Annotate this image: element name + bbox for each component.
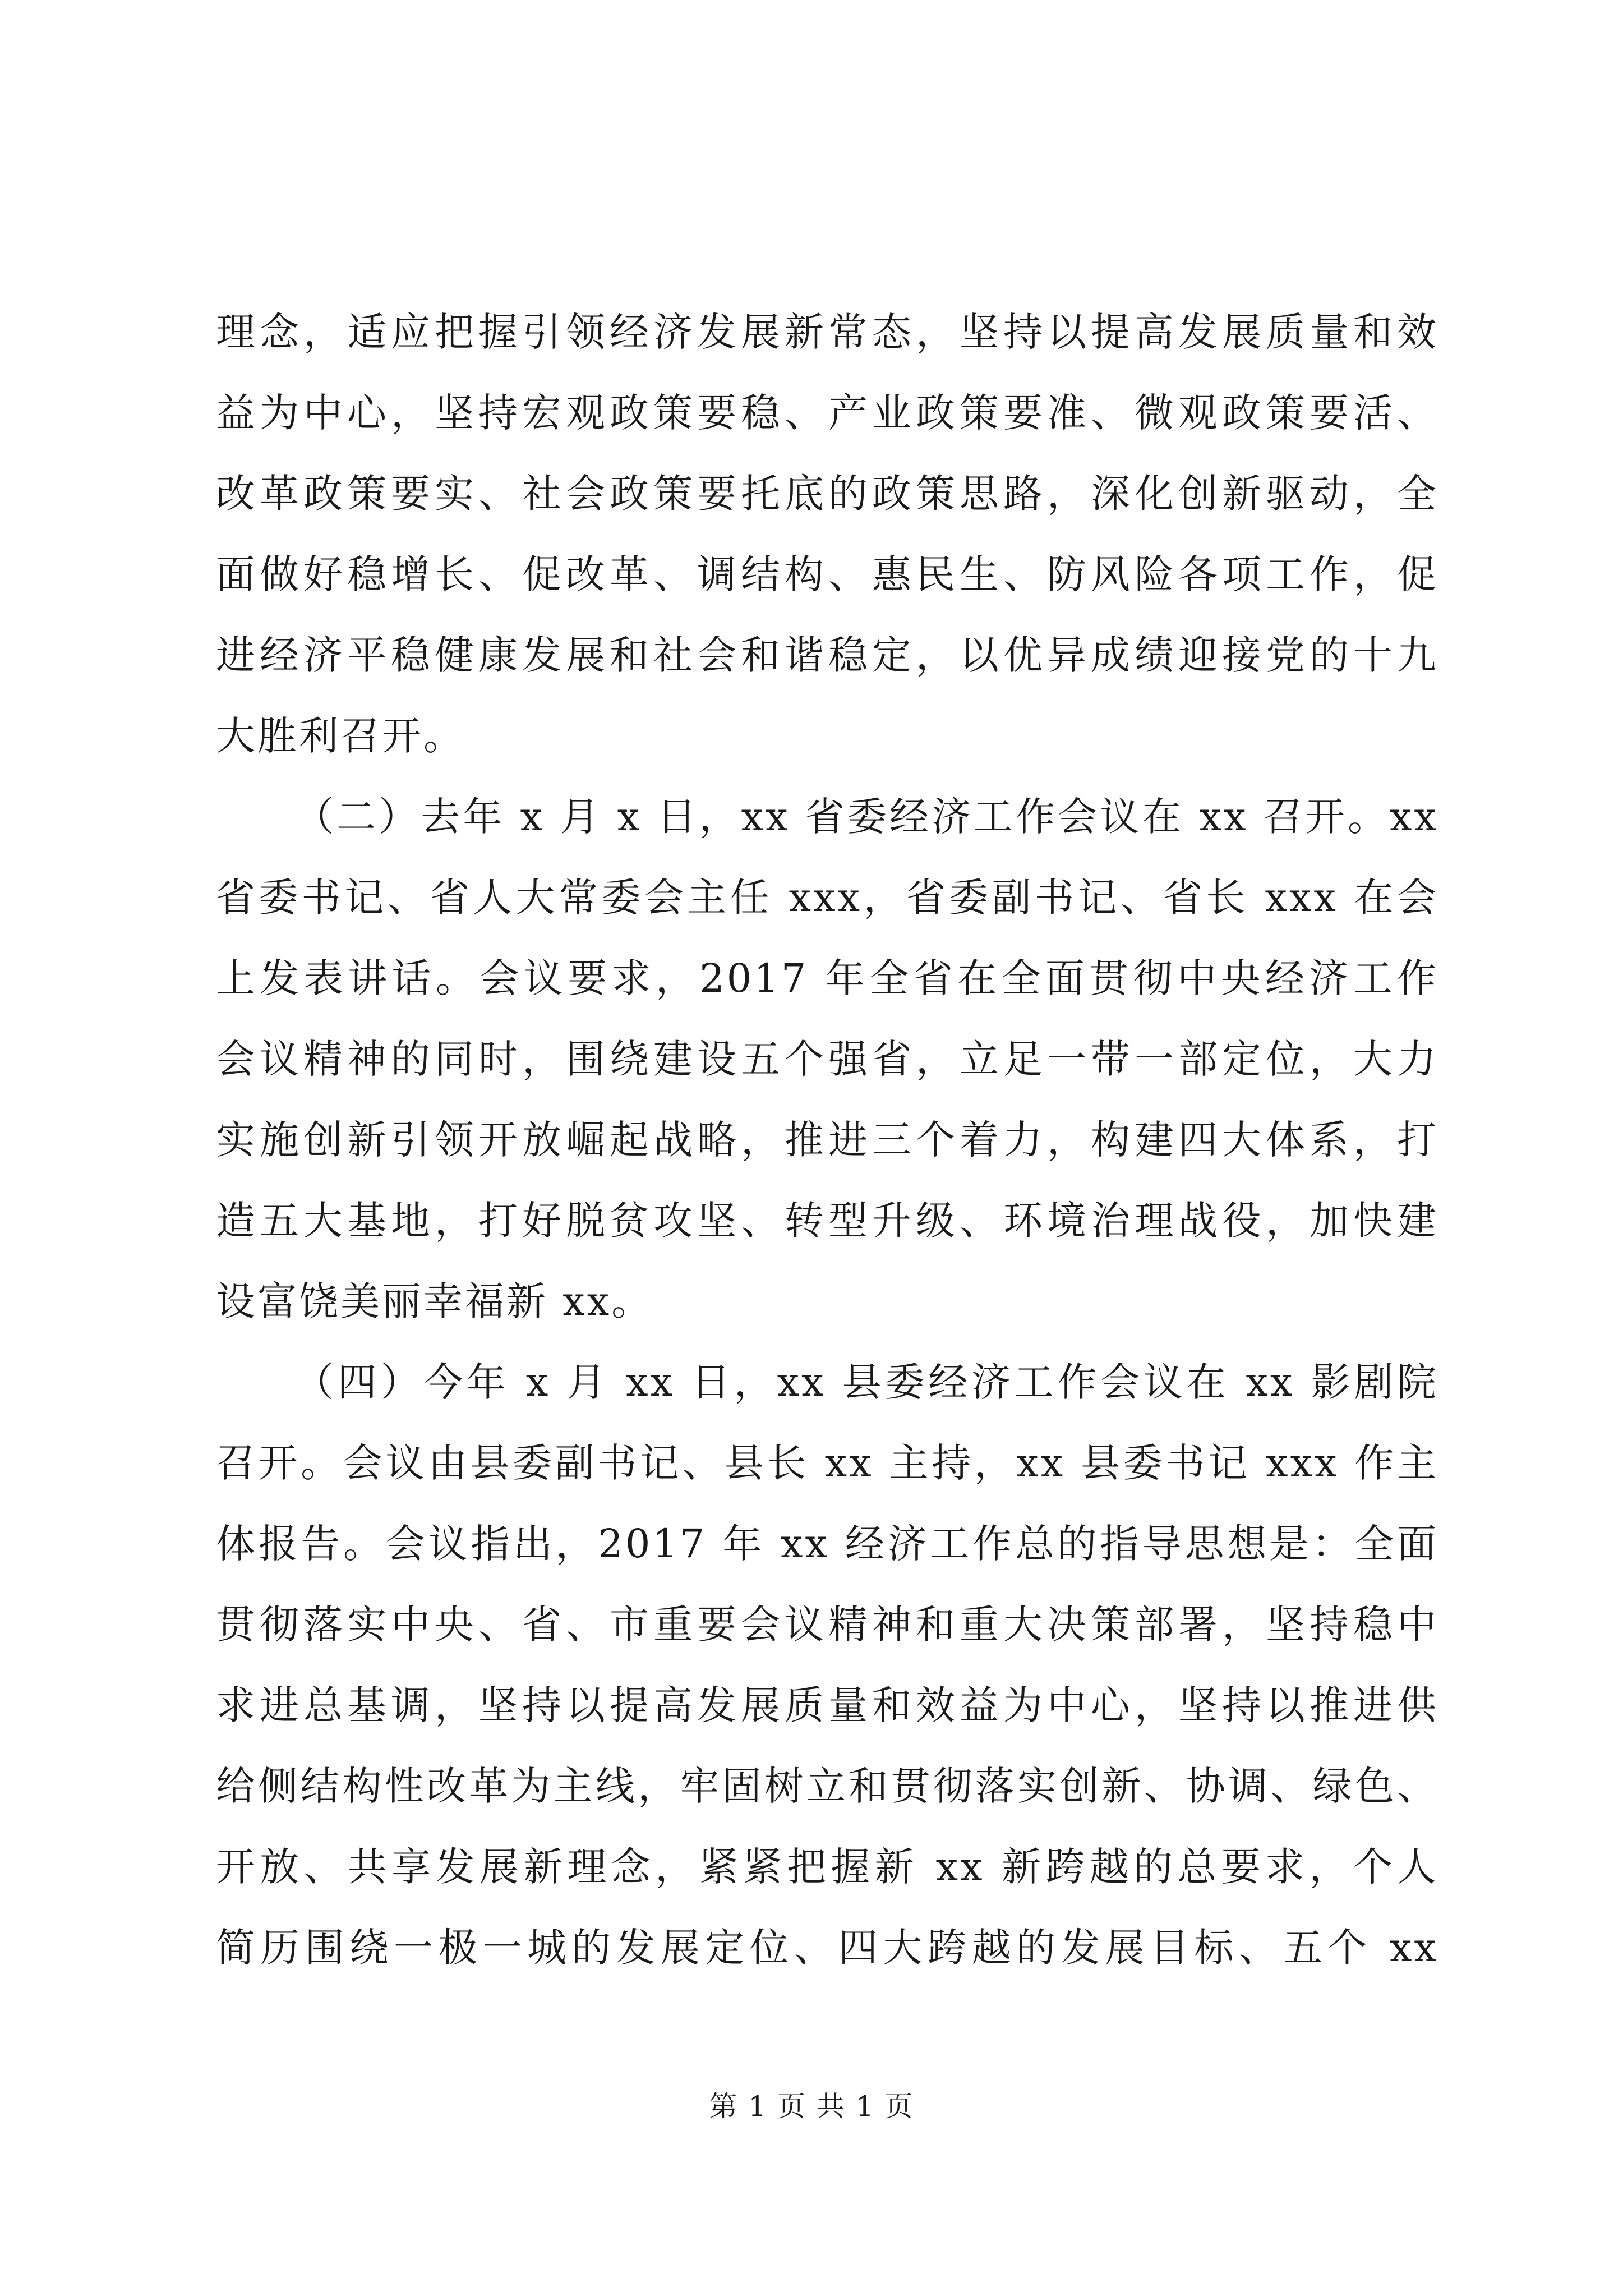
body-text bbox=[216, 292, 1438, 1988]
text-line: 实施创新引领开放崛起战略，推进三个着力，构建四大体系，打 bbox=[216, 1117, 1438, 1163]
text-line: 上发表讲话。会议要求，2017 年全省在全面贯彻中央经济工作 bbox=[216, 955, 1438, 1001]
text-line: 造五大基地，打好脱贫攻坚、转型升级、环境治理战役，加快建 bbox=[216, 1198, 1438, 1244]
text-line: 求进总基调，坚持以提高发展质量和效益为中心，坚持以推进供 bbox=[216, 1682, 1438, 1728]
text-line: 理念，适应把握引领经济发展新常态，坚持以提高发展质量和效 bbox=[216, 309, 1438, 355]
text-line: 大胜利召开。 bbox=[216, 713, 465, 759]
text-line: 召开。会议由县委副书记、县长 xx 主持，xx 县委书记 xxx 作主 bbox=[216, 1440, 1438, 1486]
page-number-label: 第 1 页 共 1 页 bbox=[709, 2090, 914, 2123]
paragraph-start-line: （四）今年 x 月 xx 日，xx 县委经济工作会议在 xx 影剧院 bbox=[294, 1359, 1438, 1405]
text-line: 省委书记、省人大常委会主任 xxx，省委副书记、省长 xxx 在会 bbox=[216, 875, 1438, 921]
text-line: 进经济平稳健康发展和社会和谐稳定，以优异成绩迎接党的十九 bbox=[216, 632, 1438, 678]
text-line: 改革政策要实、社会政策要托底的政策思路，深化创新驱动，全 bbox=[216, 471, 1438, 517]
page-footer bbox=[0, 2087, 1623, 2126]
text-line: 会议精神的同时，围绕建设五个强省，立足一带一部定位，大力 bbox=[216, 1036, 1438, 1082]
text-line: 简历围绕一极一城的发展定位、四大跨越的发展目标、五个 xx bbox=[216, 1925, 1438, 1971]
text-line: 面做好稳增长、促改革、调结构、惠民生、防风险各项工作，促 bbox=[216, 551, 1438, 597]
text-line: 开放、共享发展新理念，紧紧把握新 xx 新跨越的总要求，个人 bbox=[216, 1844, 1438, 1890]
text-line: 贯彻落实中央、省、市重要会议精神和重大决策部署，坚持稳中 bbox=[216, 1602, 1438, 1648]
text-line: 益为中心，坚持宏观政策要稳、产业政策要准、微观政策要活、 bbox=[216, 390, 1438, 436]
paragraph-start-line: （二）去年 x 月 x 日，xx 省委经济工作会议在 xx 召开。xx bbox=[294, 794, 1438, 840]
text-line: 设富饶美丽幸福新 xx。 bbox=[216, 1278, 653, 1324]
text-line: 给侧结构性改革为主线，牢固树立和贯彻落实创新、协调、绿色、 bbox=[216, 1763, 1438, 1809]
text-line: 体报告。会议指出，2017 年 xx 经济工作总的指导思想是：全面 bbox=[216, 1521, 1438, 1567]
